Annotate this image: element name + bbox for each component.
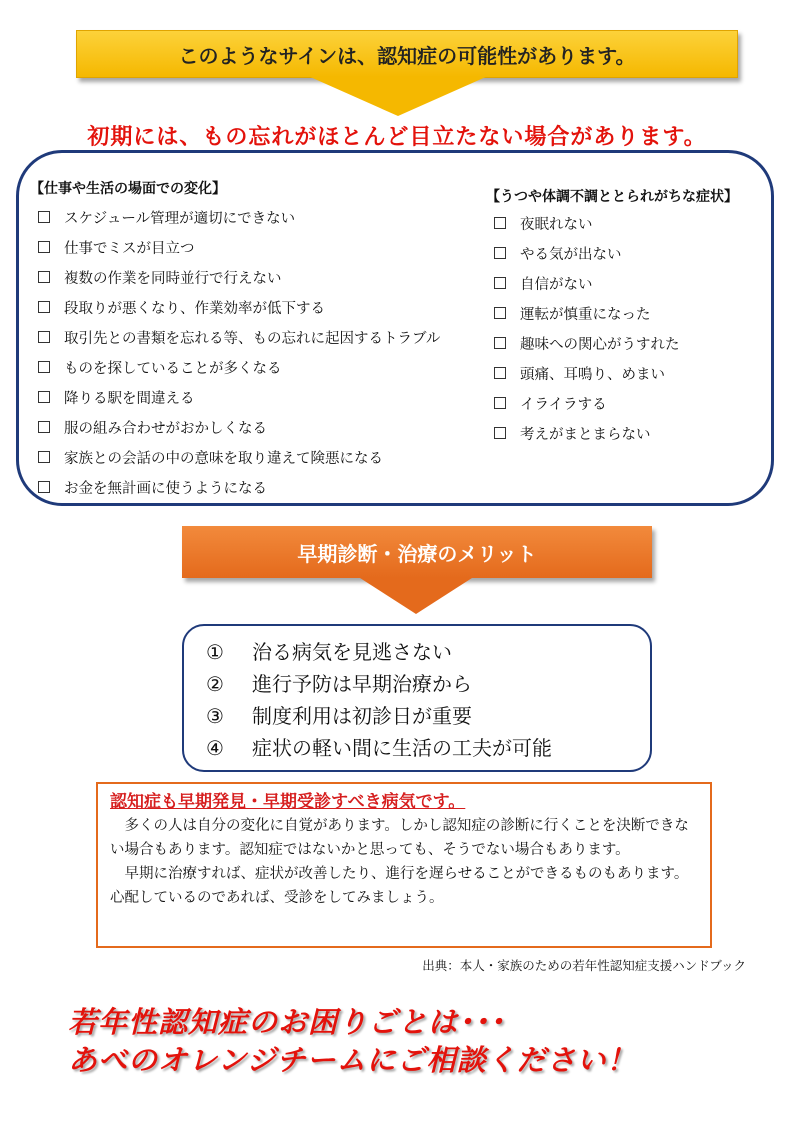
checkbox-icon — [494, 367, 506, 379]
checkbox-icon — [494, 337, 506, 349]
merit-banner — [182, 526, 652, 578]
checklist-item: 仕事でミスが目立つ — [38, 234, 440, 264]
checklist-item: 複数の作業を同時並行で行えない — [38, 264, 440, 294]
checkbox-icon — [494, 247, 506, 259]
top-banner-text: このようなサインは、認知症の可能性があります。 — [178, 43, 636, 68]
checkbox-icon — [494, 427, 506, 439]
top-banner — [76, 30, 738, 78]
checkbox-icon — [494, 277, 506, 289]
checklist-item: 服の組み合わせがおかしくなる — [38, 414, 440, 444]
checkbox-icon — [38, 421, 50, 433]
checkbox-icon — [38, 241, 50, 253]
left-column-heading: 【仕事や生活の場面での変化】 — [30, 181, 226, 197]
info-box — [96, 782, 712, 948]
subtitle: 初期には、もの忘れがほとんど目立たない場合があります。 — [87, 125, 707, 150]
checkbox-icon — [38, 331, 50, 343]
checkbox-icon — [494, 397, 506, 409]
checklist-item: お金を無計画に使うようになる — [38, 474, 440, 504]
checklist-item: ものを探していることが多くなる — [38, 354, 440, 384]
down-arrow-orange — [360, 578, 472, 614]
checkbox-icon — [38, 361, 50, 373]
checkbox-icon — [494, 217, 506, 229]
checklist-item: 自信がない — [494, 270, 680, 300]
checkbox-icon — [38, 301, 50, 313]
checkbox-icon — [38, 391, 50, 403]
checklist-item: 家族との会話の中の意味を取り違えて険悪になる — [38, 444, 440, 474]
checklist-item: 段取りが悪くなり、作業効率が低下する — [38, 294, 440, 324]
checklist-item: 頭痛、耳鳴り、めまい — [494, 360, 680, 390]
source-citation: 出典：本人・家族のための若年性認知症支援ハンドブック — [422, 958, 746, 973]
merits-box — [182, 624, 652, 772]
down-arrow-yellow — [308, 76, 488, 116]
merit-item: ④ 症状の軽い間に生活の工夫が可能 — [206, 736, 552, 760]
merit-item: ② 進行予防は早期治療から — [206, 672, 472, 696]
checkbox-icon — [38, 211, 50, 223]
merit-item: ① 治る病気を見逃さない — [206, 640, 452, 664]
checklist-item: イライラする — [494, 390, 680, 420]
right-column-heading: 【うつや体調不調ととられがちな症状】 — [486, 189, 738, 205]
checkbox-icon — [494, 307, 506, 319]
checklist-item: 夜眠れない — [494, 210, 680, 240]
checklist-item: 降りる駅を間違える — [38, 384, 440, 414]
checklist-item: やる気が出ない — [494, 240, 680, 270]
checklist-item: スケジュール管理が適切にできない — [38, 204, 440, 234]
info-heading: 認知症も早期発見・早期受診すべき病気です。 — [110, 792, 466, 812]
checklist-item: 運転が慎重になった — [494, 300, 680, 330]
left-checklist — [38, 204, 440, 504]
merit-banner-text: 早期診断・治療のメリット — [297, 541, 537, 566]
checklist-item: 取引先との書類を忘れる等、もの忘れに起因するトラブル — [38, 324, 440, 354]
info-paragraph: 多くの人は自分の変化に自覚があります。しかし認知症の診断に行くことを決断できない場合もあります。認知症ではないかと思っても、そうでない場合もあります。 — [110, 818, 689, 858]
bottom-message-line1: 若年性認知症のお困りごとは･･･ — [68, 1005, 505, 1039]
right-checklist — [494, 210, 680, 450]
info-paragraph: 早期に治療すれば、症状が改善したり、進行を遅らせることができるものもあります。心配しているのであれば、受診をしてみましょう。 — [110, 866, 689, 906]
merit-item: ③ 制度利用は初診日が重要 — [206, 704, 472, 728]
checkbox-icon — [38, 451, 50, 463]
checklist-item: 趣味への関心がうすれた — [494, 330, 680, 360]
checklist-item: 考えがまとまらない — [494, 420, 680, 450]
checkbox-icon — [38, 271, 50, 283]
checkbox-icon — [38, 481, 50, 493]
bottom-message-line2: あべのオレンジチームにご相談ください！ — [68, 1043, 637, 1077]
